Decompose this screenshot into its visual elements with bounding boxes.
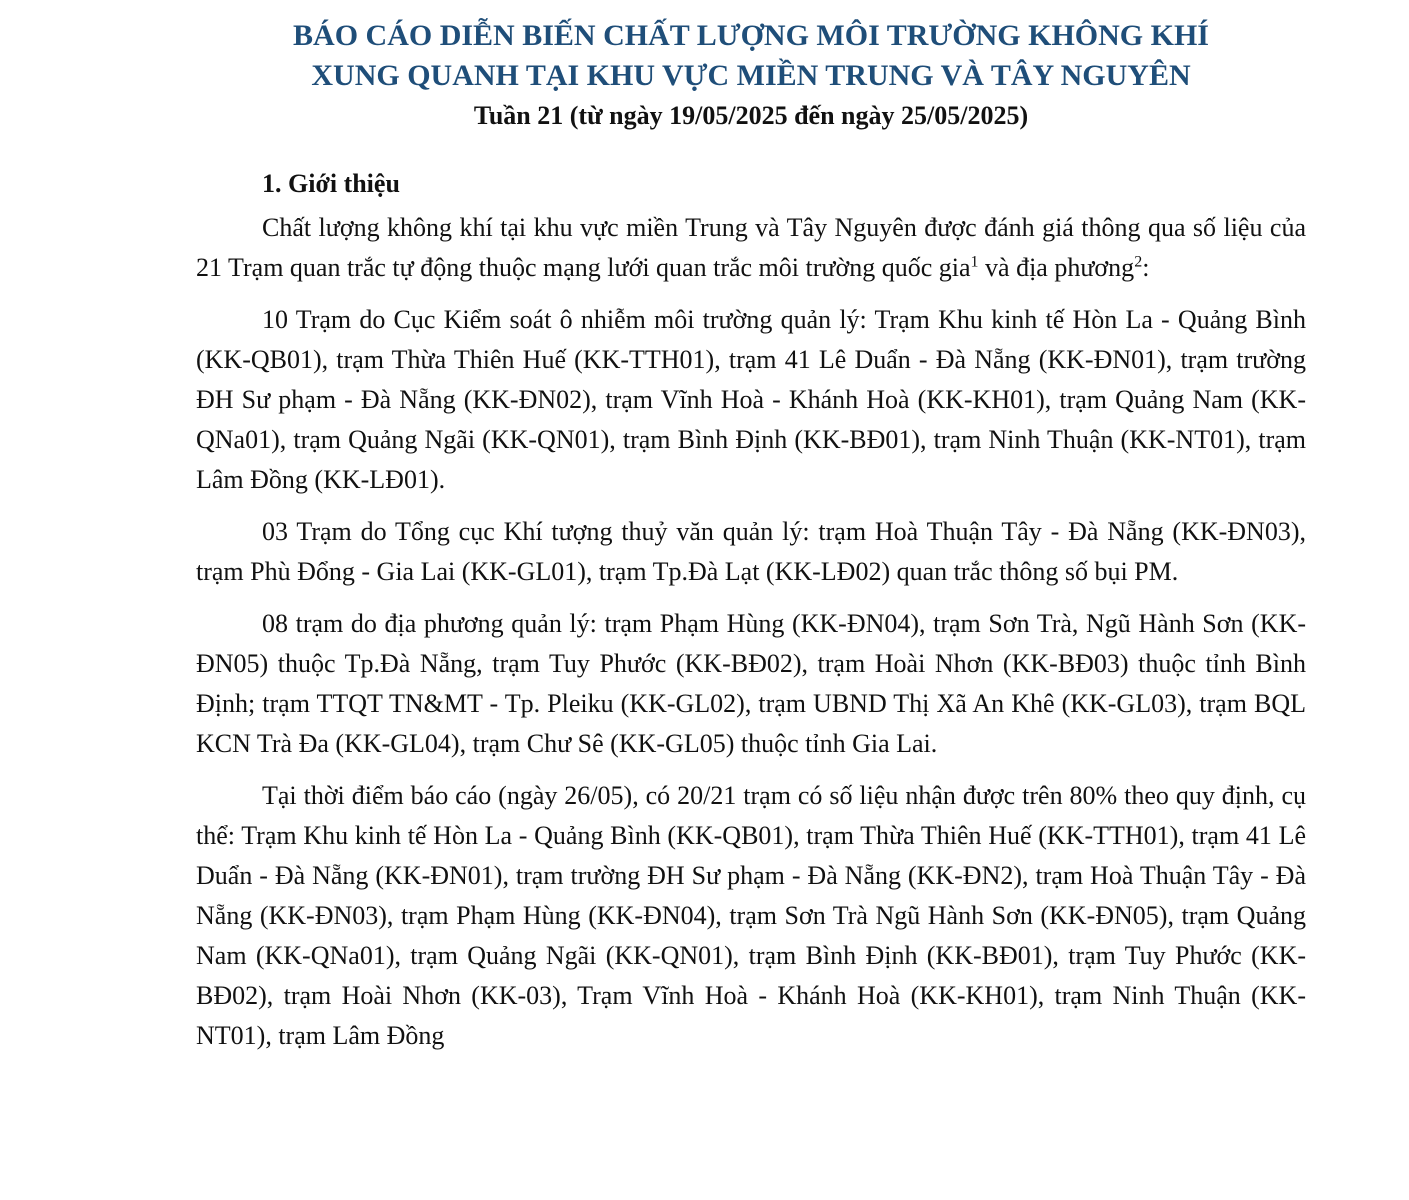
footnote-ref-2[interactable]: 2 <box>1134 253 1143 271</box>
report-title-line-1: BÁO CÁO DIỄN BIẾN CHẤT LƯỢNG MÔI TRƯỜNG KHÔNG KHÍ <box>293 19 1209 52</box>
intro-paragraph <box>196 208 1306 288</box>
footnote-ref-1[interactable]: 1 <box>970 253 979 271</box>
intro-text-part-2: và địa phương <box>978 253 1135 282</box>
paragraph-meteorology-stations: 03 Trạm do Tổng cục Khí tượng thuỷ văn quản lý: trạm Hoà Thuận Tây - Đà Nẵng (KK-ĐN03), trạm Phù Đổng - Gia Lai (KK-GL01), trạm Tp.Đà Lạt (KK-LĐ02) quan trắc thông số bụi PM. <box>196 517 1306 586</box>
intro-text-part-1: Chất lượng không khí tại khu vực miền Trung và Tây Nguyên được đánh giá thông qua số liệu của 21 Trạm quan trắc tự động thuộc mạng lưới quan trắc môi trường quốc gia <box>196 213 1306 282</box>
paragraph-local-stations: 08 trạm do địa phương quản lý: trạm Phạm Hùng (KK-ĐN04), trạm Sơn Trà, Ngũ Hành Sơn (KK-ĐN05) thuộc Tp.Đà Nẵng, trạm Tuy Phước (KK-BĐ02), trạm Hoài Nhơn (KK-BĐ03) thuộc tỉnh Bình Định; trạm TTQT TN&MT - Tp. Pleiku (KK-GL02), trạm UBND Thị Xã An Khê (KK-GL03), trạm BQL KCN Trà Đa (KK-GL04), trạm Chư Sê (KK-GL05) thuộc tỉnh Gia Lai. <box>196 609 1306 758</box>
document-page <box>196 16 1306 1056</box>
paragraph-national-stations: 10 Trạm do Cục Kiểm soát ô nhiễm môi trường quản lý: Trạm Khu kinh tế Hòn La - Quảng Bình (KK-QB01), trạm Thừa Thiên Huế (KK-TTH01), trạm 41 Lê Duẩn - Đà Nẵng (KK-ĐN01), trạm trường ĐH Sư phạm - Đà Nẵng (KK-ĐN02), trạm Vĩnh Hoà - Khánh Hoà (KK-KH01), trạm Quảng Nam (KK-QNa01), trạm Quảng Ngãi (KK-QN01), trạm Bình Định (KK-BĐ01), trạm Ninh Thuận (KK-NT01), trạm Lâm Đồng (KK-LĐ01). <box>196 305 1306 494</box>
intro-text-part-3: : <box>1142 253 1150 282</box>
report-title <box>196 16 1306 96</box>
paragraph-data-status: Tại thời điểm báo cáo (ngày 26/05), có 20/21 trạm có số liệu nhận được trên 80% theo quy định, cụ thể: Trạm Khu kinh tế Hòn La - Quảng Bình (KK-QB01), trạm Thừa Thiên Huế (KK-TTH01), trạm 41 Lê Duẩn - Đà Nẵng (KK-ĐN01), trạm trường ĐH Sư phạm - Đà Nẵng (KK-ĐN2), trạm Hoà Thuận Tây - Đà Nẵng (KK-ĐN03), trạm Phạm Hùng (KK-ĐN04), trạm Sơn Trà Ngũ Hành Sơn (KK-ĐN05), trạm Quảng Nam (KK-QNa01), trạm Quảng Ngãi (KK-QN01), trạm Bình Định (KK-BĐ01), trạm Tuy Phước (KK-BĐ02), trạm Hoài Nhơn (KK-03), Trạm Vĩnh Hoà - Khánh Hoà (KK-KH01), trạm Ninh Thuận (KK-NT01), trạm Lâm Đồng <box>196 781 1306 1050</box>
section-heading-introduction: 1. Giới thiệu <box>262 169 400 198</box>
report-subtitle: Tuần 21 (từ ngày 19/05/2025 đến ngày 25/05/2025) <box>473 101 1029 130</box>
report-title-line-2: XUNG QUANH TẠI KHU VỰC MIỀN TRUNG VÀ TÂY NGUYÊN <box>311 59 1191 92</box>
